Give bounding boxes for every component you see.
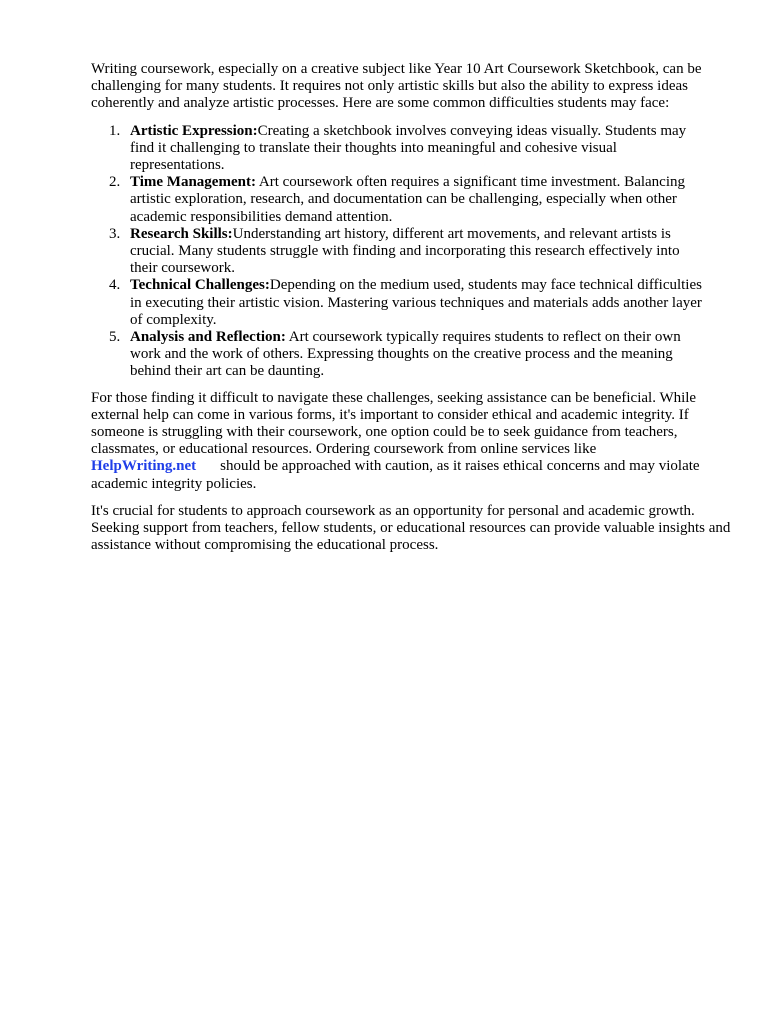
list-item-number: 4. <box>109 277 121 294</box>
list-item-term: Time Management: <box>130 174 256 191</box>
conclusion-paragraph: It's crucial for students to approach coursework as an opportunity for personal and academic growth. Seeking support from teachers, fellow students, or educational resources can provide valuable insights and assistance without compromising the educational process. <box>91 502 731 554</box>
list-item-term: Research Skills: <box>130 225 233 242</box>
list-item-text: Understanding art history, different art movements, and relevant artists is crucial. Many students struggle with finding and incorporating this research effectively into their coursework. <box>130 225 680 277</box>
list-item-text: Creating a sketchbook involves conveying ideas visually. Students may find it challenging to translate their thoughts into meaningful and cohesive visual representations. <box>130 122 687 174</box>
list-item <box>91 226 710 278</box>
list-item-number: 2. <box>109 174 121 191</box>
assistance-paragraph <box>91 390 741 493</box>
list-item-number: 5. <box>109 329 121 346</box>
helpwriting-link[interactable]: HelpWriting.net <box>91 458 197 475</box>
list-item <box>91 123 710 175</box>
difficulties-list <box>91 123 741 381</box>
list-item-text: Depending on the medium used, students may face technical difficulties in executing their artistic vision. Mastering various techniques and materials adds another layer of complexity. <box>130 277 702 328</box>
assistance-text-after: should be approached with caution, as it raises ethical concerns and may violate academic integrity policies. <box>91 458 700 492</box>
list-item-text: Art coursework typically requires students to reflect on their own work and the work of others. Expressing thoughts on the creative process and the meaning behind their art can be daunting. <box>130 329 681 380</box>
list-item-text: Art coursework often requires a significant time investment. Balancing artistic exploration, research, and documentation can be challenging, especially when other academic responsibilities demand attention. <box>130 174 685 225</box>
list-item-term: Analysis and Reflection: <box>130 329 286 346</box>
list-item <box>91 277 710 329</box>
document-page <box>91 61 741 554</box>
list-item <box>91 329 710 381</box>
list-item-number: 1. <box>109 122 121 139</box>
list-item <box>91 174 710 226</box>
intro-paragraph: Writing coursework, especially on a creative subject like Year 10 Art Coursework Sketchbook, can be challenging for many students. It requires not only artistic skills but also the ability to express ideas coherently and analyze artistic processes. Here are some common difficulties students may face: <box>91 61 702 112</box>
list-item-term: Technical Challenges: <box>130 277 270 294</box>
assistance-text-before: For those finding it difficult to navigate these challenges, seeking assistance can be beneficial. While external help can come in various forms, it's important to consider ethical and academic integrity. If someone is struggling with their coursework, one option could be to seek guidance from teachers, classmates, or educational resources. Ordering coursework from online services like <box>91 389 697 458</box>
list-item-number: 3. <box>109 225 121 242</box>
list-item-term: Artistic Expression: <box>130 122 258 139</box>
